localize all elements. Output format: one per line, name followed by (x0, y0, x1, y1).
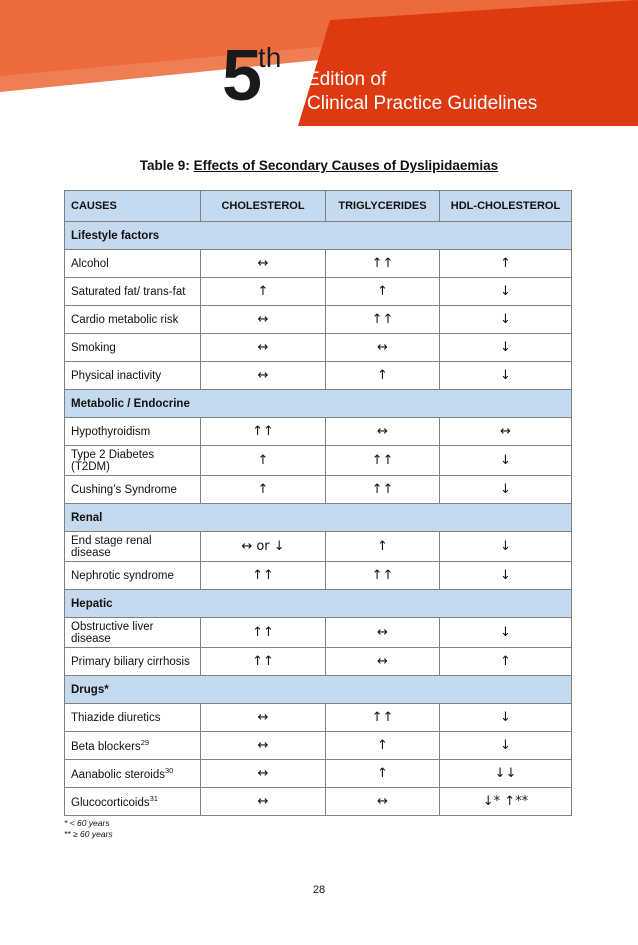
table-row (65, 562, 572, 590)
group-title: Metabolic / Endocrine (65, 390, 572, 418)
triglycerides-effect: ↑↑ (326, 562, 440, 590)
triglycerides-effect: ↑ (326, 278, 440, 306)
group-row (65, 590, 572, 618)
cause-name: End stage renal disease (71, 534, 152, 559)
column-header: CAUSES (65, 191, 201, 222)
cholesterol-effect: ↑↑ (201, 418, 326, 446)
cause-name: Alcohol (71, 257, 109, 270)
cholesterol-effect: ↔ or ↓ (201, 532, 326, 562)
group-title: Drugs* (65, 676, 572, 704)
triglycerides-effect: ↔ (326, 334, 440, 362)
triglycerides-effect: ↑ (326, 732, 440, 760)
cause-name: Glucocorticoids (71, 796, 150, 809)
triglycerides-effect: ↑↑ (326, 476, 440, 504)
hdl-effect: ↑ (440, 648, 572, 676)
triglycerides-effect: ↔ (326, 618, 440, 648)
edition-line-2: Clinical Practice Guidelines (307, 93, 538, 114)
cause-cell (65, 732, 201, 760)
footnote: ** ≥ 60 years (64, 829, 113, 839)
table-row (65, 732, 572, 760)
hdl-effect: ↓ (440, 362, 572, 390)
cause-name: Hypothyroidism (71, 425, 151, 438)
cause-cell (65, 704, 201, 732)
group-title: Hepatic (65, 590, 572, 618)
cause-cell (65, 648, 201, 676)
table-header-row (65, 191, 572, 222)
hdl-effect: ↓ (440, 306, 572, 334)
cause-cell (65, 760, 201, 788)
cause-name: Cardio metabolic risk (71, 313, 179, 326)
hdl-effect: ↓ (440, 732, 572, 760)
group-row (65, 504, 572, 532)
triglycerides-effect: ↑↑ (326, 446, 440, 476)
cause-name: Thiazide diuretics (71, 711, 161, 724)
cause-name: Nephrotic syndrome (71, 569, 174, 582)
edition-number: 5 (222, 36, 262, 116)
table-row (65, 704, 572, 732)
table-row (65, 250, 572, 278)
column-header: TRIGLYCERIDES (326, 191, 440, 222)
cholesterol-effect: ↔ (201, 362, 326, 390)
reference-number: 29 (140, 738, 150, 748)
cause-cell (65, 306, 201, 334)
cholesterol-effect: ↑↑ (201, 648, 326, 676)
triglycerides-effect: ↔ (326, 418, 440, 446)
table-row (65, 788, 572, 816)
group-row (65, 390, 572, 418)
cause-name: Primary biliary cirrhosis (71, 655, 190, 668)
cause-name: Cushing’s Syndrome (71, 483, 177, 496)
hdl-effect: ↓ (440, 476, 572, 504)
table-row (65, 618, 572, 648)
cause-cell (65, 532, 201, 562)
edition-line-1: Edition of (307, 69, 387, 90)
triglycerides-effect: ↑↑ (326, 704, 440, 732)
hdl-effect: ↓* ↑** (440, 788, 572, 816)
caption-label: Table 9: (139, 158, 190, 173)
table-row (65, 760, 572, 788)
cause-cell (65, 334, 201, 362)
cause-cell (65, 362, 201, 390)
table-row (65, 532, 572, 562)
cause-cell (65, 476, 201, 504)
hdl-effect: ↔ (440, 418, 572, 446)
hdl-effect: ↓ (440, 334, 572, 362)
dyslipidaemia-table (64, 190, 572, 816)
footnote: * < 60 years (64, 818, 110, 828)
hdl-effect: ↓ (440, 562, 572, 590)
cause-name: Beta blockers (71, 740, 141, 753)
cause-cell (65, 446, 201, 476)
cause-cell (65, 562, 201, 590)
cause-cell (65, 418, 201, 446)
hdl-effect: ↓ (440, 446, 572, 476)
triglycerides-effect: ↑ (326, 362, 440, 390)
group-title: Lifestyle factors (65, 222, 572, 250)
hdl-effect: ↓ (440, 618, 572, 648)
caption-title: Effects of Secondary Causes of Dyslipidaemias (193, 158, 499, 173)
triglycerides-effect: ↑ (326, 532, 440, 562)
group-title: Renal (65, 504, 572, 532)
cholesterol-effect: ↔ (201, 788, 326, 816)
hdl-effect: ↓↓ (440, 760, 572, 788)
cause-name: Smoking (71, 341, 116, 354)
table-row (65, 648, 572, 676)
hdl-effect: ↓ (440, 278, 572, 306)
edition-banner (0, 0, 638, 126)
cholesterol-effect: ↔ (201, 732, 326, 760)
cause-cell (65, 618, 201, 648)
table-caption (0, 158, 638, 173)
cause-name: Physical inactivity (71, 369, 162, 382)
table-row (65, 278, 572, 306)
triglycerides-effect: ↑↑ (326, 250, 440, 278)
table-row (65, 334, 572, 362)
cause-name: Saturated fat/ trans-fat (71, 285, 186, 298)
page-number: 28 (312, 884, 326, 896)
triglycerides-effect: ↔ (326, 788, 440, 816)
hdl-effect: ↑ (440, 250, 572, 278)
group-row (65, 676, 572, 704)
triglycerides-effect: ↑ (326, 760, 440, 788)
cholesterol-effect: ↔ (201, 334, 326, 362)
table-row (65, 446, 572, 476)
cholesterol-effect: ↑ (201, 476, 326, 504)
hdl-effect: ↓ (440, 704, 572, 732)
column-header: CHOLESTEROL (201, 191, 326, 222)
reference-number: 30 (164, 766, 174, 776)
cholesterol-effect: ↑ (201, 446, 326, 476)
triglycerides-effect: ↔ (326, 648, 440, 676)
cholesterol-effect: ↑ (201, 278, 326, 306)
cholesterol-effect: ↑↑ (201, 618, 326, 648)
table-row (65, 362, 572, 390)
reference-number: 31 (149, 794, 158, 804)
group-row (65, 222, 572, 250)
hdl-effect: ↓ (440, 532, 572, 562)
triglycerides-effect: ↑↑ (326, 306, 440, 334)
cholesterol-effect: ↔ (201, 306, 326, 334)
footnotes (64, 818, 113, 840)
cholesterol-effect: ↑↑ (201, 562, 326, 590)
cause-name: Obstructive liver disease (71, 620, 154, 645)
cause-cell (65, 278, 201, 306)
column-header: HDL-CHOLESTEROL (440, 191, 572, 222)
table-row (65, 476, 572, 504)
cause-name: Type 2 Diabetes (T2DM) (71, 448, 155, 473)
table-row (65, 306, 572, 334)
cholesterol-effect: ↔ (201, 250, 326, 278)
table-row (65, 418, 572, 446)
cholesterol-effect: ↔ (201, 760, 326, 788)
cause-cell (65, 250, 201, 278)
cholesterol-effect: ↔ (201, 704, 326, 732)
cause-cell (65, 788, 201, 816)
edition-suffix: th (258, 42, 282, 73)
cause-name: Aanabolic steroids (71, 768, 165, 781)
